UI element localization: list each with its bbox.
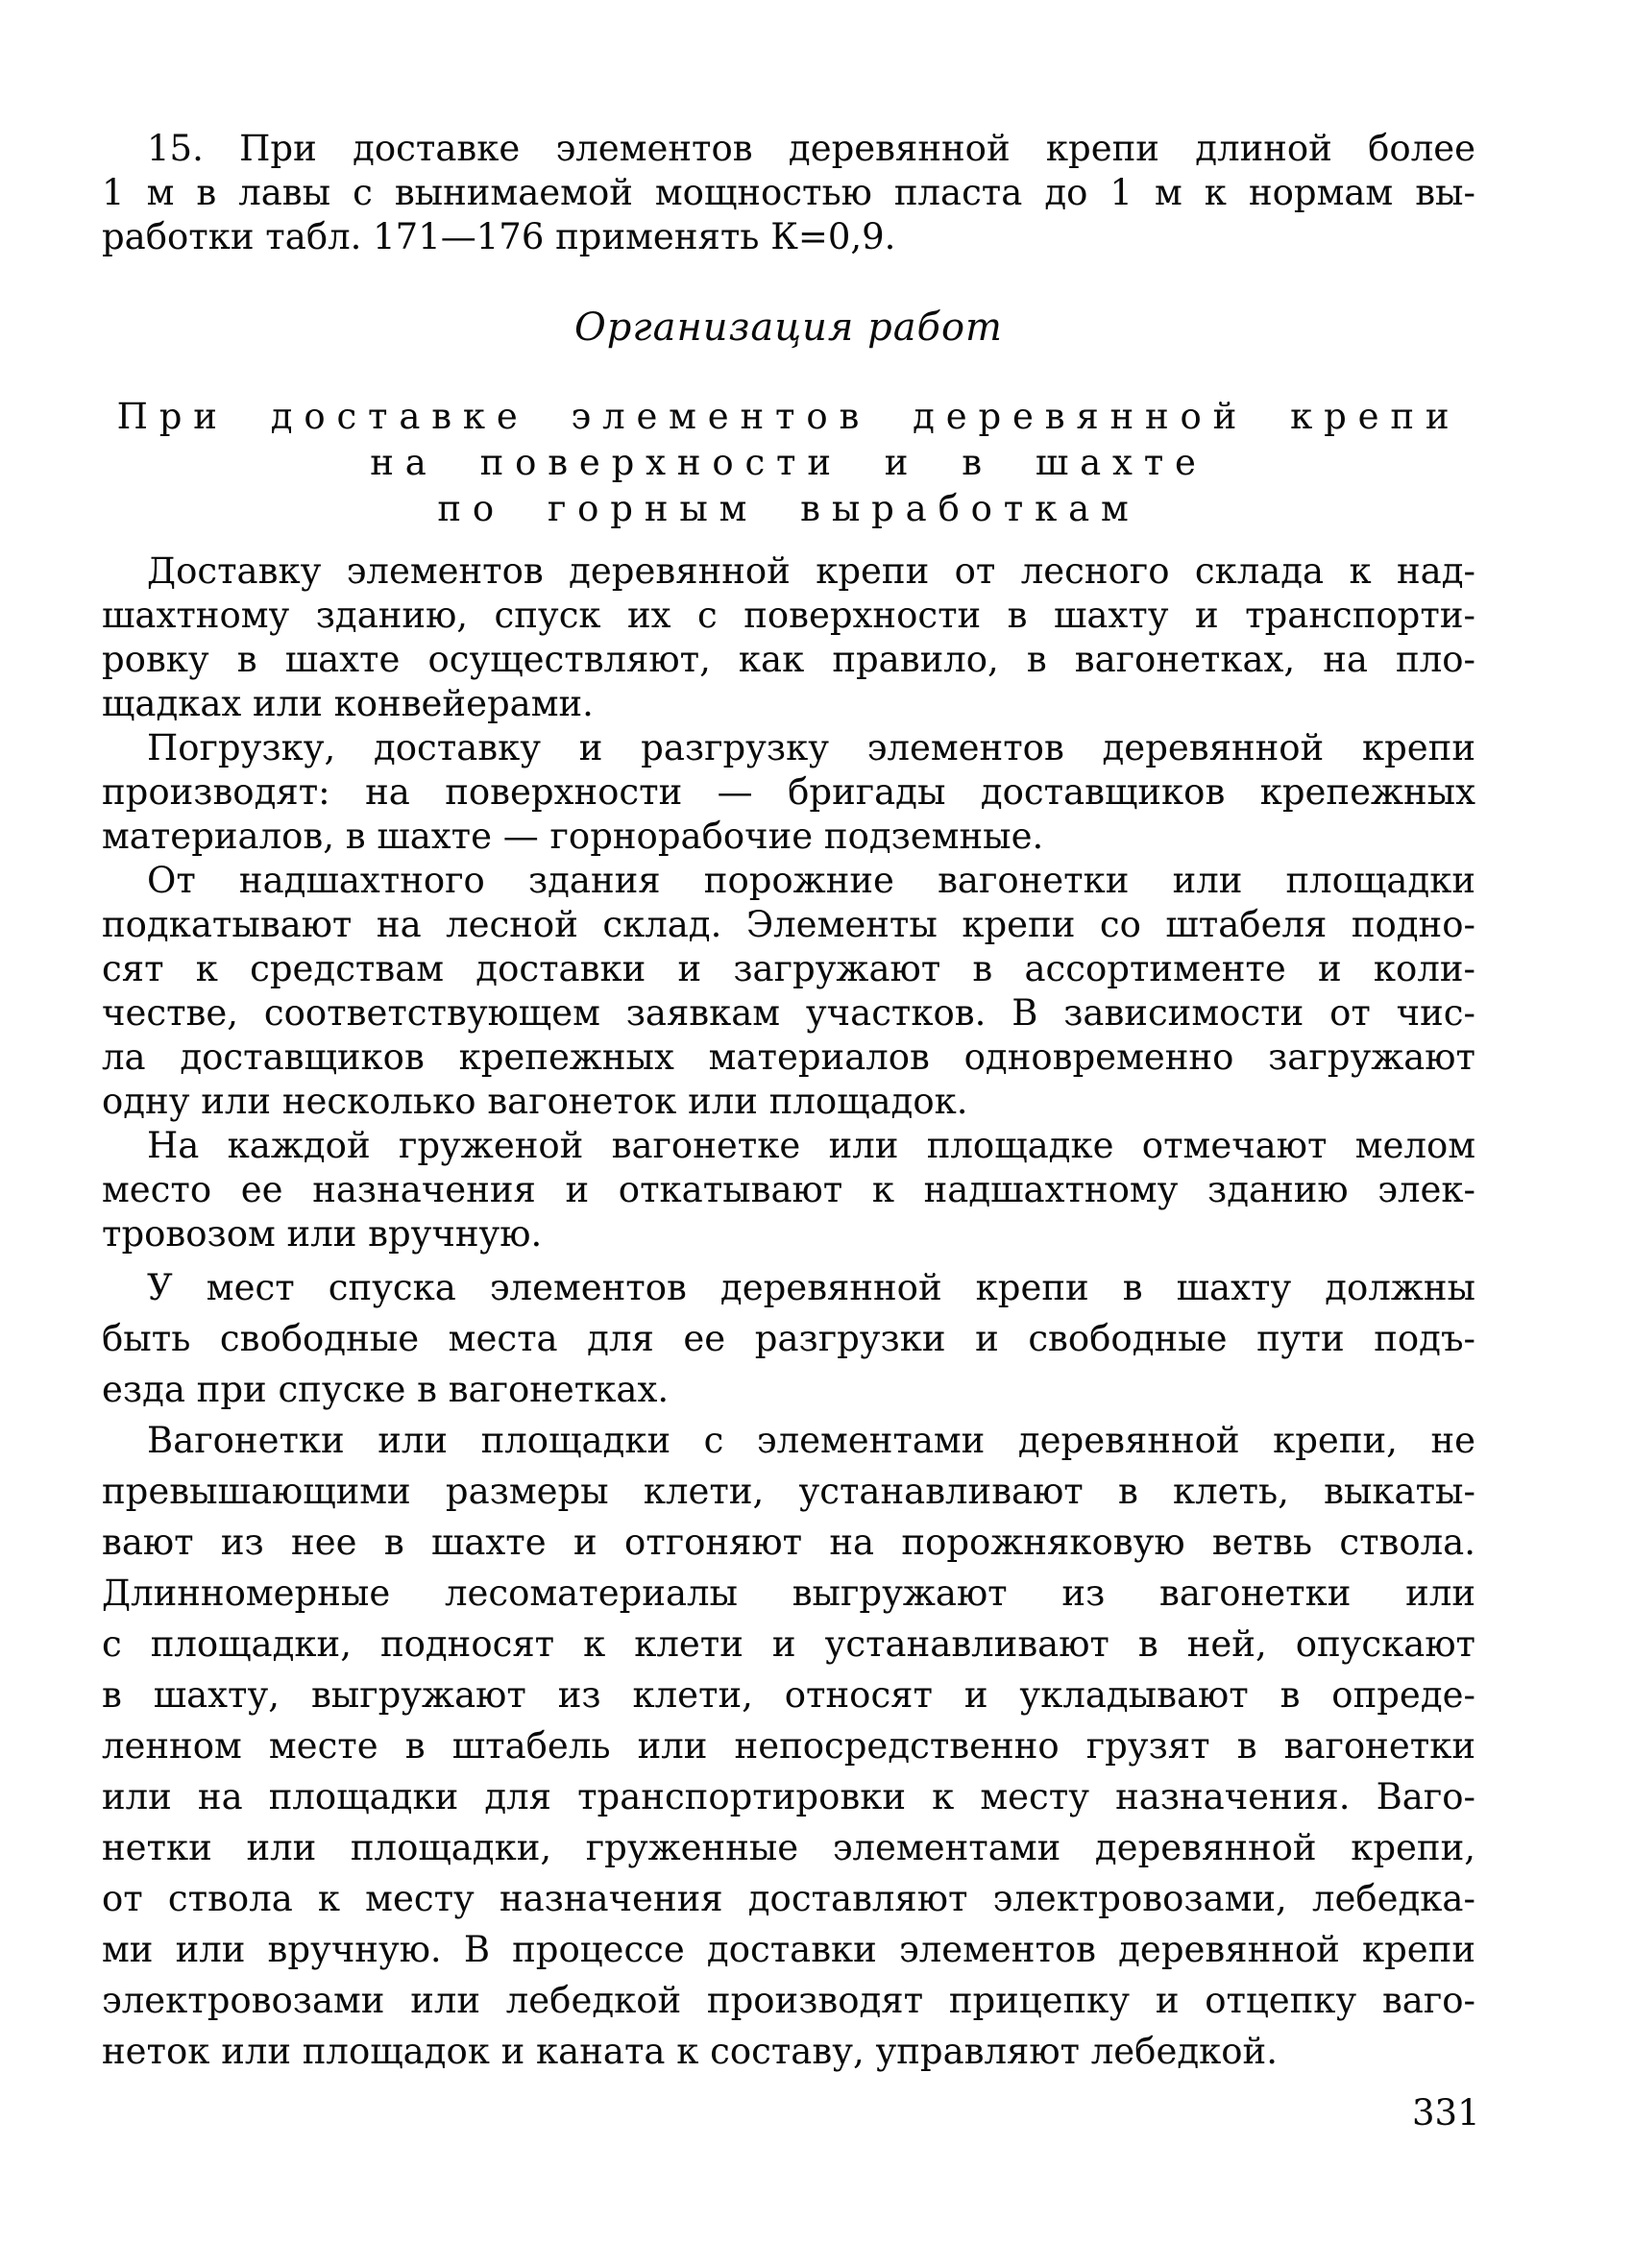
- text-line: в шахту, выгружают из клети, относят и укладывают в опреде-: [102, 1674, 1475, 1716]
- text-line: ми или вручную. В процессе доставки элементов деревянной крепи: [102, 1929, 1475, 1970]
- text-line: 15. При доставке элементов деревянной крепи длиной более: [147, 128, 1475, 169]
- text-line: щадках или конвейерами.: [102, 683, 594, 724]
- text-line: Длинномерные лесоматериалы выгружают из вагонетки или: [102, 1573, 1475, 1614]
- text-line: У мест спуска элементов деревянной крепи в шахту должны: [147, 1267, 1475, 1308]
- subject-heading: [102, 394, 1475, 532]
- text-line: честве, соответствующем заявкам участков. В зависимости от чис-: [102, 992, 1475, 1034]
- text-line: электровозами или лебедкой производят прицепку и отцепку ваго-: [102, 1980, 1475, 2021]
- text-line: шахтному зданию, спуск их с поверхности в шахту и транспорти-: [102, 595, 1475, 636]
- text-line: превышающими размеры клети, устанавливают в клеть, выкаты-: [102, 1471, 1475, 1512]
- body-paragraph: [102, 1415, 1475, 2077]
- section-heading: Организация работ: [574, 305, 1003, 350]
- text-line: На каждой груженой вагонетке или площадке отмечают мелом: [147, 1125, 1475, 1166]
- text-line: по горным выработкам: [437, 488, 1140, 529]
- text-line: Вагонетки или площадки с элементами деревянной крепи, не: [147, 1420, 1475, 1461]
- text-column: [102, 127, 1475, 2077]
- text-line: Доставку элементов деревянной крепи от лесного склада к над-: [147, 550, 1475, 592]
- text-line: сят к средствам доставки и загружают в ассортименте и коли-: [102, 948, 1475, 989]
- text-line: быть свободные места для ее разгрузки и свободные пути подъ-: [102, 1318, 1475, 1359]
- body-paragraph: [102, 859, 1475, 1124]
- page-number: 331: [1412, 2092, 1480, 2134]
- text-line: материалов, в шахте — горнорабочие подземные.: [102, 816, 1044, 857]
- body-paragraph: [102, 1262, 1475, 1415]
- intro-paragraph: [102, 127, 1475, 259]
- text-line: езда при спуске в вагонетках.: [102, 1369, 670, 1410]
- text-line: При доставке элементов деревянной крепи: [116, 396, 1461, 437]
- text-line: на поверхности и в шахте: [370, 442, 1207, 483]
- text-line: 1 м в лавы с вынимаемой мощностью пласта до 1 м к нормам вы-: [102, 172, 1475, 213]
- text-line: неток или площадок и каната к составу, управляют лебедкой.: [102, 2031, 1278, 2072]
- text-line: от ствола к месту назначения доставляют электровозами, лебедка-: [102, 1878, 1475, 1919]
- text-line: тровозом или вручную.: [102, 1213, 543, 1255]
- text-line: вают из нее в шахте и отгоняют на порожняковую ветвь ствола.: [102, 1522, 1475, 1563]
- text-line: ла доставщиков крепежных материалов одновременно загружают: [102, 1036, 1475, 1078]
- text-line: место ее назначения и откатывают к надшахтному зданию элек-: [102, 1169, 1475, 1210]
- text-line: От надшахтного здания порожние вагонетки или площадки: [147, 860, 1475, 901]
- text-line: ровку в шахте осуществляют, как правило, в вагонетках, на пло-: [102, 639, 1475, 680]
- text-line: работки табл. 171—176 применять К=0,9.: [102, 216, 896, 257]
- text-line: Погрузку, доставку и разгрузку элементов деревянной крепи: [147, 727, 1475, 768]
- body-paragraph: [102, 1124, 1475, 1256]
- text-line: с площадки, подносят к клети и устанавливают в ней, опускают: [102, 1623, 1475, 1665]
- body-paragraph: [102, 726, 1475, 859]
- text-line: производят: на поверхности — бригады доставщиков крепежных: [102, 771, 1475, 813]
- text-line: ленном месте в штабель или непосредственно грузят в вагонетки: [102, 1725, 1475, 1767]
- text-line: одну или несколько вагонеток или площадок.: [102, 1081, 968, 1122]
- body-paragraph: [102, 549, 1475, 726]
- text-line: нетки или площадки, груженные элементами деревянной крепи,: [102, 1827, 1475, 1868]
- text-line: или на площадки для транспортировки к месту назначения. Ваго-: [102, 1776, 1475, 1817]
- text-line: подкатывают на лесной склад. Элементы крепи со штабеля подно-: [102, 904, 1475, 945]
